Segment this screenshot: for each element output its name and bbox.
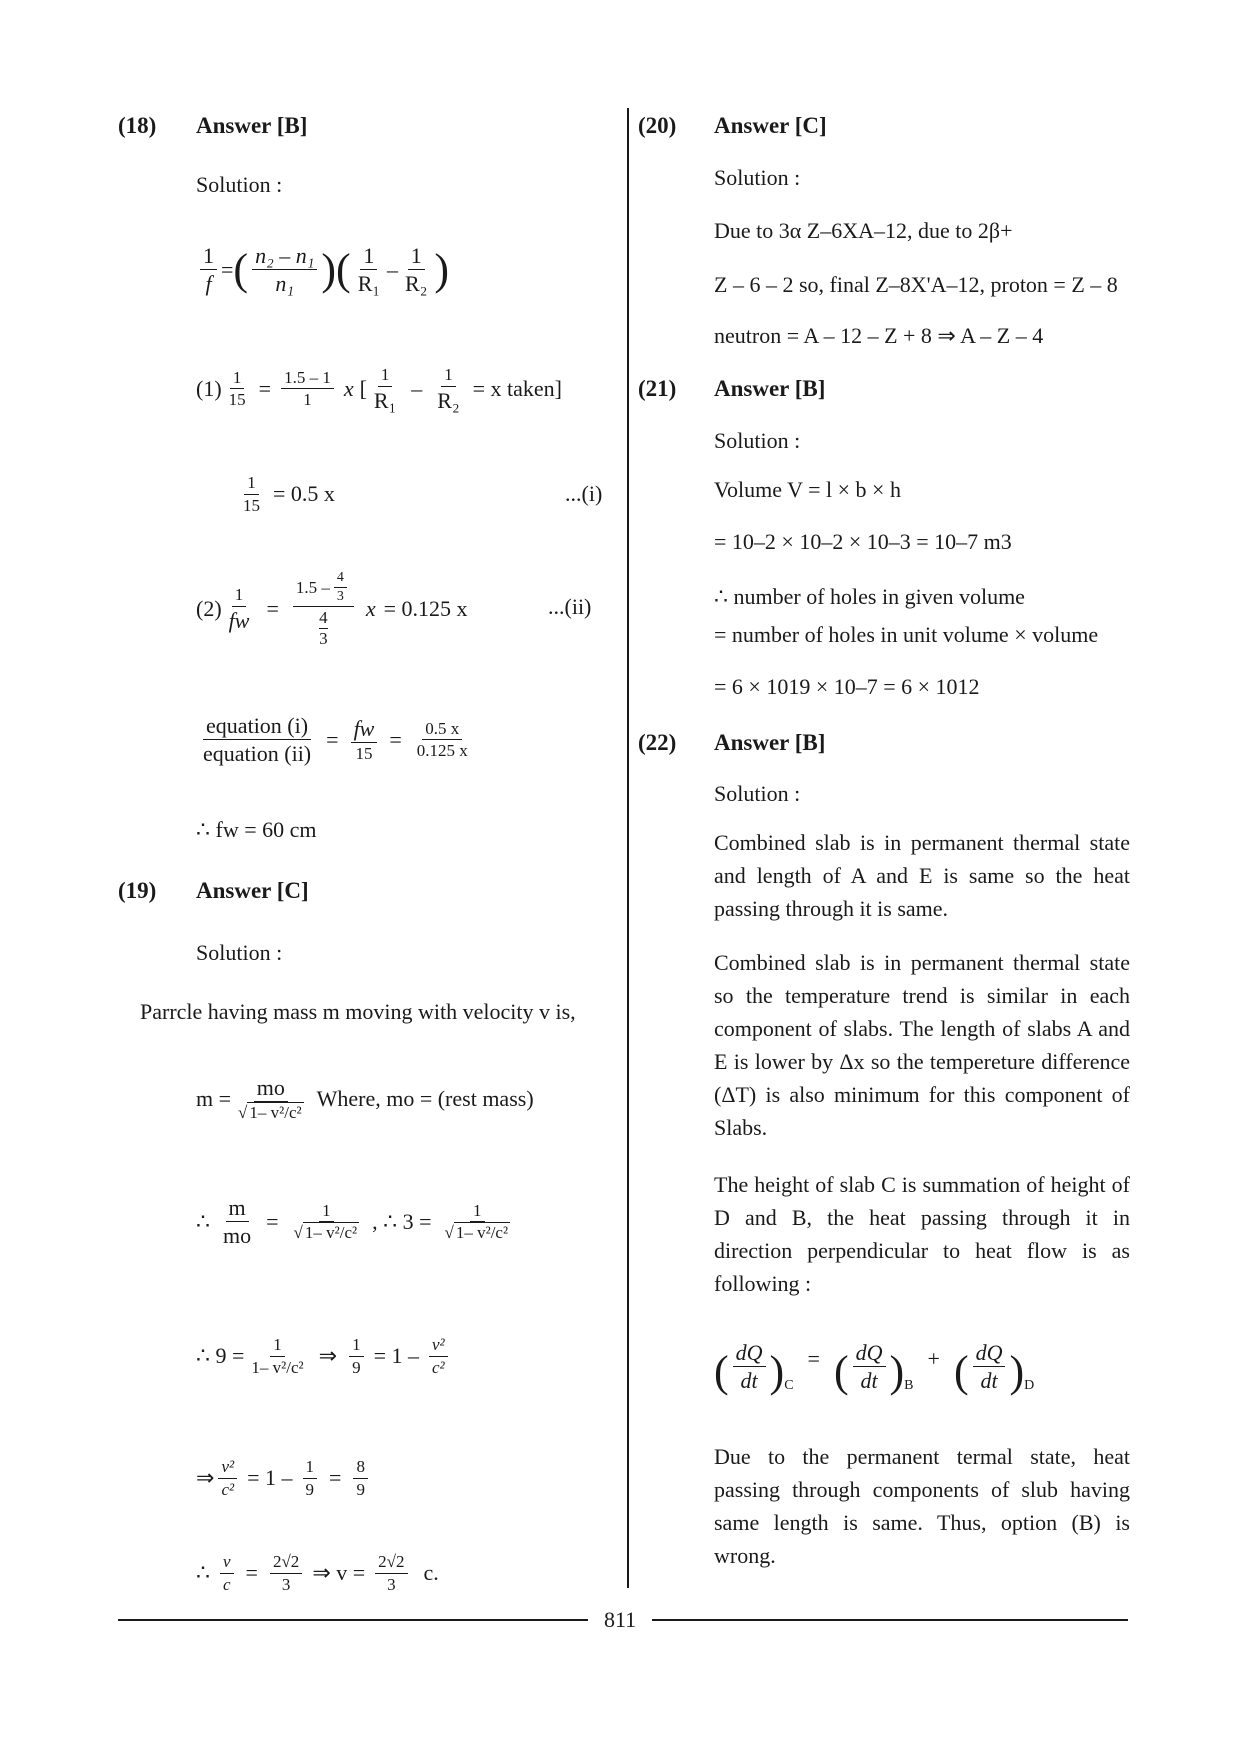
q19-intro: Parrcle having mass m moving with velocity v is, [140,999,576,1024]
page-number: 811 [604,1607,637,1632]
q20-solution-label: Solution : [714,165,801,190]
q18-step-1: (1) $\frac{1}{15}$ = $\frac{1.5 - 1}{1}$ x [ $\frac{1}{\text{R₁}}$ – $\frac{1}{\text{R₂}}$ = x taken] [196,365,562,413]
q18-answer: Answer [B] [196,113,308,138]
q21-solution-label: Solution : [714,428,801,453]
q21-line-2: = 10–2 × 10–2 × 10–3 = 10–7 m3 [714,529,1012,554]
q18-step-2: (2) $\frac{1}{fw}$ = 1.5 – $\frac{4}{3}$ 4 3 x = 0.125 x [196,570,468,648]
q22-paragraph-3: The height of slab C is summation of height of D and B, the heat passing through it in direction perpendicular to heat flow is as following : [714,1172,1130,1296]
q19-solution-label: Solution : [196,940,283,965]
q18-result: ∴ fw = 60 cm [196,817,317,842]
q21-line-3a: ∴ number of holes in given volume [714,584,1025,609]
q19-step-b: ∴ 9 = $\frac{1}{\text{1– v²/c²}}$ ⇒ $\frac{1}{9}$ = 1 – $\frac{\text{v²}}{\text{c²}}$ [196,1335,452,1377]
heat-flow-equation: ( $\frac{dQ}{dt}$ ) C = ( $\frac{dQ}{dt}$ ) B + ( $\frac{dQ}{dt}$ ) D [714,1340,1035,1396]
q20-answer: Answer [C] [714,113,827,138]
q19-step-d: ∴ $\frac{v}{c}$ = $\frac{2√2}{3}$ ⇒ v = $\frac{2√2}{3}$ c. [196,1552,439,1594]
q19-answer: Answer [C] [196,878,309,903]
q22-solution-label: Solution : [714,781,801,806]
q19-step-c: ⇒ $\frac{\text{v²}}{\text{c²}}$ = 1 – $\frac{1}{9}$ = $\frac{8}{9}$ [196,1457,372,1499]
q21-line-1: Volume V = l × b × h [714,477,901,502]
q22-number: (22) [638,730,677,755]
q18-number: (18) [118,113,157,138]
column-divider [627,108,629,1588]
q20-line-1: Due to 3α Z–6XA–12, due to 2β+ [714,218,1013,243]
q22-paragraph-1: Combined slab is in permanent thermal state and length of A and E is same so the heat passing through it is same. [714,830,1130,921]
q22-answer: Answer [B] [714,730,826,755]
equation-tag-i: ...(i) [565,481,603,506]
q21-answer: Answer [B] [714,376,826,401]
q19-step-a: ∴ $\frac{m}{mo}$ = $\frac{1}{\text{√ 1– v²/c²}}$ , ∴ 3 = $\frac{1}{\text{√ 1– v²/c²}}$ [196,1195,509,1249]
q20-number: (20) [638,113,677,138]
q18-solution-label: Solution : [196,172,283,197]
q18-ratio: $\frac{\text{equation (i)}}{\text{equation (ii)}}$ = $\frac{fw}{15}$ = $\frac{0.5 x}{0.125 x}$ [203,713,468,767]
q21-line-4: = 6 × 1019 × 10–7 = 6 × 1012 [714,674,980,699]
q19-number: (19) [118,878,157,903]
q20-line-3: neutron = A – 12 – Z + 8 ⇒ A – Z – 4 [714,323,1044,348]
q22-paragraph-4: Due to the permanent termal state, heat passing through components of slub having same length is same. Thus, option (B) is wrong. [714,1444,1130,1568]
q22-paragraph-2: Combined slab is in permanent thermal state so the temperature trend is similar in each component of slabs. The length of slabs A and E is lower by Δx so the tempereture difference (ΔT) is also minimum for this component of Slabs. [714,950,1130,1140]
q21-line-3b: = number of holes in unit volume × volume [714,622,1099,647]
q18-step-1b: $\frac{1}{15}$ = 0.5 x [243,473,335,515]
footer-rule-left [118,1619,588,1621]
footer-rule-right [652,1619,1128,1621]
relativistic-mass-formula: m = $\frac{mo}{\text{√ 1– v²/c²}}$ Where, mo = (rest mass) [196,1075,534,1123]
lens-makers-formula: $\frac{1}{f}$ = ( $\frac{\text{n₂ – n₁}}{\text{n₁}}$ ) ( $\frac{1}{\text{R₁}}$ – $\frac{1}{\text{R₂}}$ ) [196,243,449,297]
equation-tag-ii: ...(ii) [548,594,592,619]
q21-number: (21) [638,376,677,401]
q20-line-2: Z – 6 – 2 so, final Z–8X'A–12, proton = Z – 8 [714,272,1118,297]
